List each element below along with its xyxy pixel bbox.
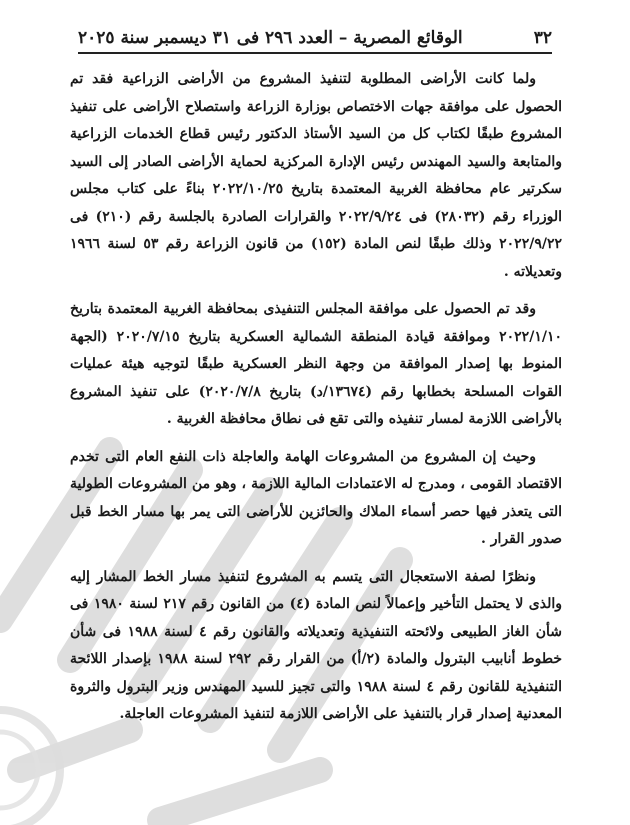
header-divider (78, 52, 552, 54)
paragraph-council-approval: وقد تم الحصول على موافقة المجلس التنفيذى بمحافظة الغربية المعتمدة بتاريخ ٢٠٢٢/١/١٠ وموافقة قيادة المنطقة الشمالية العسكرية بتاريخ ٢٠٢٠/٧/١٥ (الجهة المنوط بها إصدار الموافقة من وجهة النظر العسكرية طبقًا لتوجيه هيئة عمليات القوات المسلحة بخطابها رقم (١٣٦٧٤/د) بتاريخ ٢٠٢٠/٧/٨) على تنفيذ المشروع بالأراضى اللازمة لمسار تنفيذه والتى تقع فى نطاق محافظة الغربية . (70, 301, 562, 427)
page-number: ٣٢ (533, 28, 552, 48)
document-body (70, 66, 562, 739)
paragraph-land-approval: ولما كانت الأراضى المطلوبة لتنفيذ المشروع من الأراضى الزراعية فقد تم الحصول على موافقة جهات الاختصاص بوزارة الزراعة واستصلاح الأراضى على تنفيذ المشروع طبقًا لكتاب كل من السيد الأستاذ الدكتور رئيس قطاع الخدمات الزراعية والمتابعة والسيد المهندس رئيس الإدارة المركزية لحماية الأراضى الصادر إلى السيد سكرتير عام محافظة الغربية المعتمدة بتاريخ ٢٠٢٢/١٠/٢٥ بناءً على كتاب مجلس الوزراء رقم (٢٨٠٣٢) فى ٢٠٢٢/٩/٢٤ والقرارات الصادرة بالجلسة رقم (٢١٠) فى ٢٠٢٢/٩/٢٢ وذلك طبقًا لنص المادة (١٥٢) من قانون الزراعة رقم ٥٣ لسنة ١٩٦٦ وتعديلاته . (70, 71, 563, 280)
page-header (78, 18, 552, 48)
paragraph-urgency: ونظرًا لصفة الاستعجال التى يتسم به المشروع لتنفيذ مسار الخط المشار إليه والذى لا يحتمل التأخير وإعمالاً لنص المادة (٤) من القانون رقم ٢١٧ لسنة ١٩٨٠ فى شأن الغاز الطبيعى ولائحته التنفيذية وتعديلاته والقانون رقم ٤ لسنة ١٩٨٨ فى شأن خطوط أنابيب البترول والمادة (٢/أ) من القرار رقم ٢٩٢ لسنة ١٩٨٨ بإصدار اللائحة التنفيذية للقانون رقم ٤ لسنة ١٩٨٨ والتى تجيز للسيد المهندس وزير البترول والثروة المعدنية إصدار قرار بالتنفيذ على الأراضى اللازمة لتنفيذ المشروعات العاجلة. (70, 568, 563, 722)
paragraph-public-interest: وحيث إن المشروع من المشروعات الهامة والعاجلة ذات النفع العام التى تخدم الاقتصاد القومى ، ومدرج له الاعتمادات المالية اللازمة ، وهو من المشروعات الطولية التى يتعذر فيها حصر أسماء الملاك والحائزين للأراضى التى يمر بها مسار الخط قبل صدور القرار . (70, 448, 562, 547)
gazette-title: الوقائع المصرية – العدد ٢٩٦ فى ٣١ ديسمبر سنة ٢٠٢٥ (78, 28, 463, 48)
